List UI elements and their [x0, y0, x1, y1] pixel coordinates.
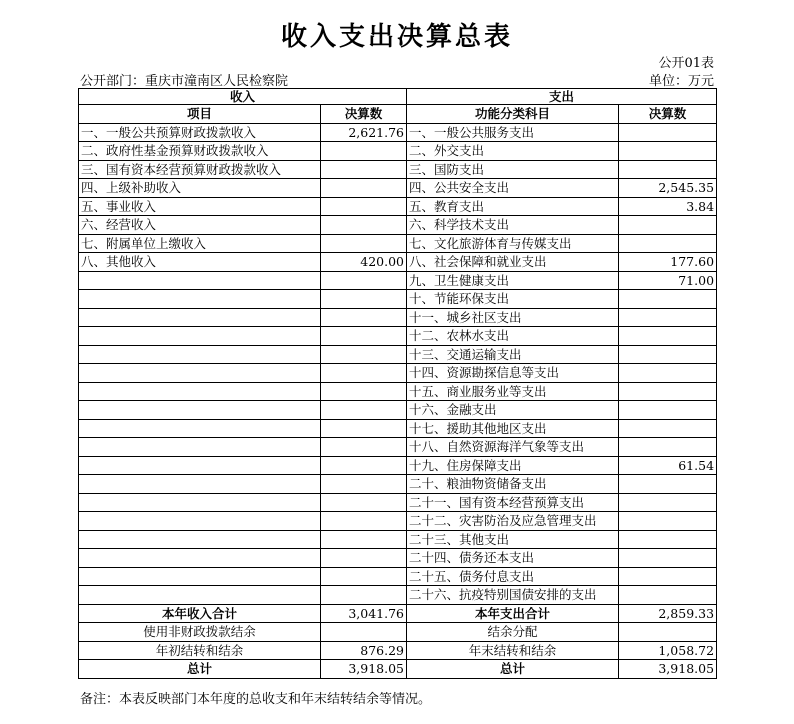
expense-amount-cell [619, 308, 717, 327]
expense-amount-cell [619, 512, 717, 531]
expense-amount-cell [619, 475, 717, 494]
nonfiscal-row [79, 623, 717, 642]
income-item-cell [79, 364, 321, 383]
table-row [79, 345, 717, 364]
grand-total-label-right: 总计 [407, 660, 619, 679]
surplus-dist-label: 结余分配 [407, 623, 619, 642]
expense-amount-cell [619, 142, 717, 161]
expense-item-cell: 三、国防支出 [407, 160, 619, 179]
surplus-dist-value [619, 623, 717, 642]
expense-header: 支出 [407, 89, 717, 105]
income-amount-cell [321, 364, 407, 383]
income-item-cell [79, 512, 321, 531]
table-row [79, 364, 717, 383]
group-header-row [79, 89, 717, 105]
page-title: 收入支出决算总表 [280, 22, 513, 52]
expense-item-cell: 二十、粮油物资储备支出 [407, 475, 619, 494]
income-amount-cell [321, 512, 407, 531]
table-row [79, 234, 717, 253]
expense-item-cell: 十四、资源勘探信息等支出 [407, 364, 619, 383]
department-label: 公开部门：重庆市潼南区人民检察院 [80, 74, 289, 89]
expense-amount-cell [619, 567, 717, 586]
expense-amount-cell [619, 234, 717, 253]
table-row [79, 586, 717, 605]
expense-item-cell: 二十六、抗疫特别国债安排的支出 [407, 586, 619, 605]
expense-item-cell: 五、教育支出 [407, 197, 619, 216]
income-item-cell [79, 549, 321, 568]
income-amount-cell [321, 216, 407, 235]
income-amount-cell [321, 345, 407, 364]
table-row [79, 475, 717, 494]
end-carryover-value: 1,058.72 [619, 641, 717, 660]
income-item-cell: 一、一般公共预算财政拨款收入 [79, 123, 321, 142]
nonfiscal-value [321, 623, 407, 642]
income-item-cell: 二、政府性基金预算财政拨款收入 [79, 142, 321, 161]
income-item-cell: 五、事业收入 [79, 197, 321, 216]
expense-item-cell: 二、外交支出 [407, 142, 619, 161]
col-header-func-amount: 决算数 [619, 105, 717, 124]
table-row [79, 438, 717, 457]
expense-amount-cell [619, 160, 717, 179]
expense-amount-cell [619, 530, 717, 549]
income-item-cell: 三、国有资本经营预算财政拨款收入 [79, 160, 321, 179]
expense-amount-cell [619, 290, 717, 309]
income-item-cell [79, 438, 321, 457]
income-item-cell: 八、其他收入 [79, 253, 321, 272]
begin-carryover-label: 年初结转和结余 [79, 641, 321, 660]
expense-amount-cell [619, 493, 717, 512]
expense-item-cell: 十六、金融支出 [407, 401, 619, 420]
income-item-cell: 七、附属单位上缴收入 [79, 234, 321, 253]
income-amount-cell [321, 493, 407, 512]
table-row [79, 456, 717, 475]
income-amount-cell: 2,621.76 [321, 123, 407, 142]
table-row [79, 419, 717, 438]
expense-item-cell: 十、节能环保支出 [407, 290, 619, 309]
table-row [79, 271, 717, 290]
expense-amount-cell [619, 586, 717, 605]
table-row [79, 308, 717, 327]
end-carryover-label: 年末结转和结余 [407, 641, 619, 660]
table-row [79, 493, 717, 512]
expense-amount-cell [619, 549, 717, 568]
col-header-item: 项目 [79, 105, 321, 124]
expense-item-cell: 二十四、债务还本支出 [407, 549, 619, 568]
year-income-label: 本年收入合计 [79, 604, 321, 623]
begin-carryover-value: 876.29 [321, 641, 407, 660]
expense-amount-cell [619, 216, 717, 235]
table-row [79, 142, 717, 161]
expense-item-cell: 七、文化旅游体育与传媒支出 [407, 234, 619, 253]
income-item-cell: 四、上级补助收入 [79, 179, 321, 198]
income-item-cell [79, 530, 321, 549]
income-item-cell [79, 475, 321, 494]
expense-amount-cell: 71.00 [619, 271, 717, 290]
income-amount-cell [321, 327, 407, 346]
income-amount-cell [321, 234, 407, 253]
income-header: 收入 [79, 89, 407, 105]
expense-item-cell: 十九、住房保障支出 [407, 456, 619, 475]
year-total-row [79, 604, 717, 623]
expense-item-cell: 十二、农林水支出 [407, 327, 619, 346]
income-item-cell [79, 586, 321, 605]
income-expense-table [78, 88, 717, 679]
income-amount-cell [321, 401, 407, 420]
income-item-cell [79, 382, 321, 401]
table-row [79, 179, 717, 198]
income-item-cell [79, 327, 321, 346]
table-row [79, 123, 717, 142]
income-amount-cell [321, 179, 407, 198]
grand-total-label-left: 总计 [79, 660, 321, 679]
table-row [79, 549, 717, 568]
income-amount-cell [321, 475, 407, 494]
income-item-cell [79, 401, 321, 420]
expense-item-cell: 四、公共安全支出 [407, 179, 619, 198]
form-number: 公开01表 [658, 56, 714, 71]
expense-amount-cell [619, 345, 717, 364]
col-header-amount: 决算数 [321, 105, 407, 124]
grand-total-value-left: 3,918.05 [321, 660, 407, 679]
table-row [79, 197, 717, 216]
income-item-cell [79, 456, 321, 475]
grand-total-value-right: 3,918.05 [619, 660, 717, 679]
year-expense-label: 本年支出合计 [407, 604, 619, 623]
expense-item-cell: 八、社会保障和就业支出 [407, 253, 619, 272]
income-amount-cell [321, 419, 407, 438]
table-row [79, 382, 717, 401]
income-amount-cell [321, 567, 407, 586]
unit-label: 单位：万元 [648, 74, 714, 89]
table-row [79, 512, 717, 531]
col-header-func-item: 功能分类科目 [407, 105, 619, 124]
income-amount-cell [321, 197, 407, 216]
income-item-cell [79, 271, 321, 290]
column-header-row [79, 105, 717, 124]
expense-item-cell: 二十三、其他支出 [407, 530, 619, 549]
expense-amount-cell [619, 364, 717, 383]
expense-item-cell: 十七、援助其他地区支出 [407, 419, 619, 438]
income-amount-cell [321, 290, 407, 309]
expense-amount-cell [619, 419, 717, 438]
expense-item-cell: 十五、商业服务业等支出 [407, 382, 619, 401]
nonfiscal-label: 使用非财政拨款结余 [79, 623, 321, 642]
income-item-cell: 六、经营收入 [79, 216, 321, 235]
expense-item-cell: 二十二、灾害防治及应急管理支出 [407, 512, 619, 531]
income-amount-cell [321, 456, 407, 475]
income-amount-cell [321, 530, 407, 549]
table-row [79, 327, 717, 346]
expense-amount-cell [619, 438, 717, 457]
table-row [79, 567, 717, 586]
expense-item-cell: 十一、城乡社区支出 [407, 308, 619, 327]
income-amount-cell [321, 142, 407, 161]
income-item-cell [79, 567, 321, 586]
year-income-value: 3,041.76 [321, 604, 407, 623]
table-row [79, 530, 717, 549]
income-item-cell [79, 290, 321, 309]
table-row [79, 290, 717, 309]
income-amount-cell [321, 549, 407, 568]
income-amount-cell [321, 308, 407, 327]
table-row [79, 216, 717, 235]
income-amount-cell [321, 382, 407, 401]
income-amount-cell [321, 271, 407, 290]
expense-amount-cell: 177.60 [619, 253, 717, 272]
expense-amount-cell: 61.54 [619, 456, 717, 475]
expense-amount-cell [619, 401, 717, 420]
table-row [79, 253, 717, 272]
expense-item-cell: 九、卫生健康支出 [407, 271, 619, 290]
income-amount-cell [321, 438, 407, 457]
income-item-cell [79, 493, 321, 512]
expense-amount-cell [619, 123, 717, 142]
expense-item-cell: 十八、自然资源海洋气象等支出 [407, 438, 619, 457]
income-item-cell [79, 345, 321, 364]
expense-item-cell: 一、一般公共服务支出 [407, 123, 619, 142]
footnote: 备注：本表反映部门本年度的总收支和年末结转结余等情况。 [80, 692, 432, 707]
expense-amount-cell [619, 327, 717, 346]
expense-item-cell: 二十五、债务付息支出 [407, 567, 619, 586]
expense-item-cell: 二十一、国有资本经营预算支出 [407, 493, 619, 512]
table-row [79, 401, 717, 420]
grand-total-row [79, 660, 717, 679]
expense-amount-cell [619, 382, 717, 401]
income-item-cell [79, 308, 321, 327]
income-amount-cell: 420.00 [321, 253, 407, 272]
table-row [79, 160, 717, 179]
expense-item-cell: 六、科学技术支出 [407, 216, 619, 235]
income-amount-cell [321, 160, 407, 179]
year-expense-value: 2,859.33 [619, 604, 717, 623]
income-amount-cell [321, 586, 407, 605]
expense-item-cell: 十三、交通运输支出 [407, 345, 619, 364]
carryover-row [79, 641, 717, 660]
expense-amount-cell: 3.84 [619, 197, 717, 216]
income-item-cell [79, 419, 321, 438]
expense-amount-cell: 2,545.35 [619, 179, 717, 198]
